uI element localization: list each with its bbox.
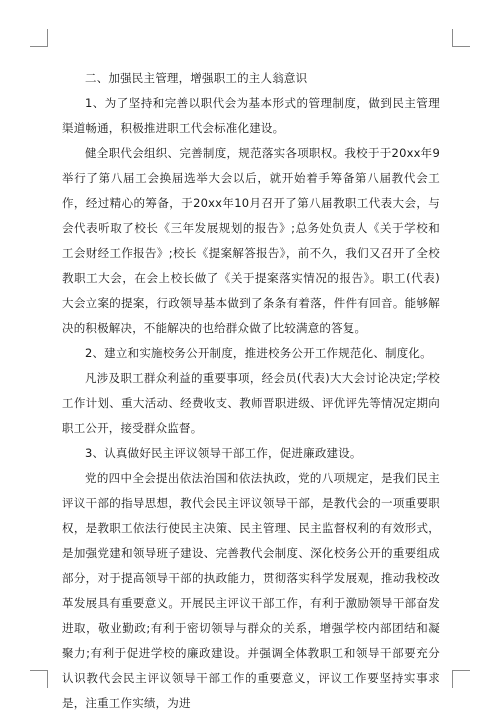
body-paragraph: 2、建立和实施校务公开制度，推进校务公开工作规范化、制度化。 xyxy=(85,346,432,360)
crop-mark xyxy=(452,29,453,47)
section-heading: 二、加强民主管理，增强职工的主人翁意识 xyxy=(85,71,308,85)
crop-mark xyxy=(452,670,453,688)
crop-mark xyxy=(47,29,48,47)
body-paragraph: 党的四中全会提出依法治国和依法执政，党的八项规定，是我们民主评议干部的指导思想，教代会民主评议领导干部，是教代会的一项重要职权，是教职工依法行使民主决策、民主管理、民主监督权利的有效形式，是加强党建和领导班子建设、完善教代会制度、深化校务公开的重要组成部分，对于提高领导干部的执政能力，贯彻落实科学发展观，推动我校改革发展具有重要意义。开展民主评议干部工作，有利于激励领导干部奋发进取，敬业勤政;有利于密切领导与群众的关系，增强学校内部团结和凝聚力;有利于促进学校的廉政建设。并强调全体教职工和领导干部要充分认识教代会民主评议领导干部工作的重要意义，评议工作要坚持实事求是，注重工作实绩，为进 xyxy=(62,471,440,710)
crop-mark xyxy=(30,670,48,671)
body-paragraph: 3、认真做好民主评议领导干部工作，促进廉政建设。 xyxy=(85,446,362,460)
crop-mark xyxy=(47,670,48,688)
body-paragraph: 1、为了坚持和完善以职代会为基本形式的管理制度，做到民主管理渠道畅通，积极推进职工代会标准化建设。 xyxy=(62,96,440,135)
crop-mark xyxy=(452,670,470,671)
document-body xyxy=(62,66,440,716)
body-paragraph: 健全职代会组织、完善制度，规范落实各项职权。我校于于20xx年9举行了第八届工会换届选举大会以后，就开始着手筹备第八届教代会工作，经过精心的筹备，于20xx年10月召开了第八届教职工代表大会，与会代表听取了校长《三年发展规划的报告》;总务处负责人《关于学校和工会财经工作报告》;校长《提案解答报告》，前不久，我们又召开了全校教职工大会，在会上校长做了《关于提案落实情况的报告》。职工(代表)大会立案的提案，行政领导基本做到了条条有着落，件件有回音。能够解决的积极解决，不能解决的也给群众做了比较满意的答复。 xyxy=(62,146,440,335)
crop-mark xyxy=(452,46,470,47)
crop-mark xyxy=(30,46,48,47)
body-paragraph: 凡涉及职工群众利益的重要事项，经会员(代表)大大会讨论决定;学校工作计划、重大活动、经费收支、教师晋职进级、评优评先等情况定期向职工公开，接受群众监督。 xyxy=(62,371,440,435)
